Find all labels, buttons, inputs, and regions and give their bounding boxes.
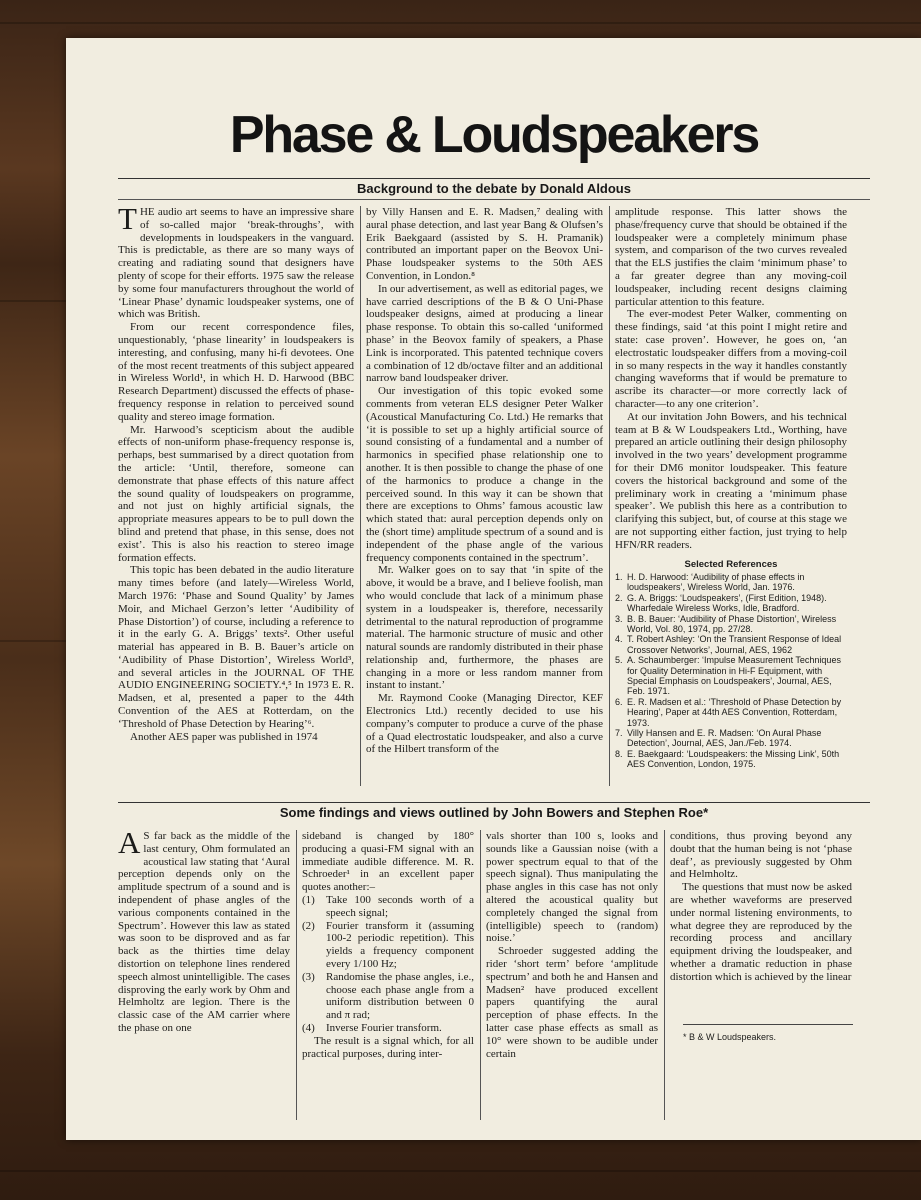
paragraph: vals shorter than 100 s, looks and sounds like a Gaussian noise (with a power spectrum equal to that of the speech signal). Thus manipulating the phase angles in this case has not only altered the acoustical quality but completely changed the signal from (intelligible) speech to (random) noise.’ xyxy=(486,830,658,945)
list-item xyxy=(302,894,474,920)
references-heading: Selected References xyxy=(684,558,778,570)
paragraph: by Villy Hansen and E. R. Madsen,⁷ dealing with aural phase detection, and last year Bang & Olufsen’s Erik Baekgaard (assisted by S. H. Pramanik) contributed an important paper on the Beovox Uni-Phase loudspeaker systems to the 50th AES Convention, in London.⁸ xyxy=(366,206,603,282)
wood-grain xyxy=(0,22,921,24)
column-rule xyxy=(360,206,361,786)
article-byline-bowers-roe: Some findings and views outlined by John Bowers and Stephen Roe* xyxy=(118,802,870,823)
reference-item xyxy=(615,593,847,614)
ref-text: A. Schaumberger: ‘Impulse Measurement Techniques for Quality Determination in Hi-F Equipment, with Special Emphasis on Loudspeakers’, Journal, AES, Feb. 1971. xyxy=(627,655,841,697)
dropcap: A xyxy=(118,830,141,860)
ref-text: G. A. Briggs: ‘Loudspeakers’, (First Edition, 1948). Wharfedale Wireless Works, Idle, Bradford. xyxy=(627,592,827,614)
magazine-page xyxy=(66,38,921,1140)
reference-item xyxy=(615,634,847,655)
paragraph xyxy=(118,206,354,321)
paragraph: Schroeder suggested adding the rider ‘short term’ before ‘amplitude spectrum’ and both he and Hansen and Madsen² have produced excellent papers quantifying the aural perception of phase effects. In the latter case phase effects as small as 10° were shown to be audible under certain xyxy=(486,945,658,1060)
reference-item xyxy=(615,728,847,749)
list-text: Inverse Fourier transform. xyxy=(326,1021,442,1034)
bottom-column-1 xyxy=(118,830,290,1120)
reference-item xyxy=(615,749,847,770)
ref-number: 3. xyxy=(615,613,623,624)
ref-text: E. R. Madsen et al.: ‘Threshold of Phase Detection by Hearing’, Paper at 44th AES Convention, Rotterdam, 1973. xyxy=(627,696,842,728)
reference-item xyxy=(615,614,847,635)
article-byline-aldous: Background to the debate by Donald Aldous xyxy=(118,178,870,200)
paragraph: conditions, thus proving beyond any doubt that the human being is not ‘phase deaf’, as previously suggested by Ohm and Helmholtz. xyxy=(670,830,852,881)
paragraph: In our advertisement, as well as editorial pages, we have carried descriptions of the B & O Uni-Phase loudspeaker designs, aimed at producing a linear phase response. To obtain this so-called ‘uniformed phase’ in the Beovox family of speakers, a Phase Link is incorporated. This patented technique covers a combination of 12 db/octave filter and an additional narrow band loudspeaker driver. xyxy=(366,282,603,385)
top-column-3 xyxy=(615,206,847,786)
paragraph: Mr. Raymond Cooke (Managing Director, KEF Electronics Ltd.) recently decided to use his company’s computer to produce a curve of the phase of a Quad electrostatic loudspeaker, and also a curve of the Hilbert transform of the xyxy=(366,692,603,756)
article-title: Phase & Loudspeakers xyxy=(229,106,759,164)
column-rule xyxy=(296,830,297,1120)
bottom-column-3 xyxy=(486,830,658,1120)
ref-text: H. D. Harwood: ‘Audibility of phase effects in loudspeakers’, Wireless World, Jan. 1976. xyxy=(627,571,805,593)
paragraph: Mr. Walker goes on to say that ‘in spite of the above, it would be a brave, and I believe foolish, man who would conclude that lack of a minimum phase system in a loudspeaker is, therefore, necessarily detrimental to the natural reproduction of programme material. The harmonic structure of music and other natural sounds are randomly distributed in their phase relationship and, furthermore, the phases are changing in a more or less random manner from instant to instant.’ xyxy=(366,564,603,692)
footnote-rule xyxy=(683,1024,853,1025)
footnote: * B & W Loudspeakers. xyxy=(683,1032,777,1042)
list-number: (3) xyxy=(302,970,315,983)
bottom-column-2 xyxy=(302,830,474,1120)
paragraph: The ever-modest Peter Walker, commenting on these findings, said ‘at this point I might retire and state: case proven’. However, he goes on, ‘an electrostatic loudspeaker differs from a moving-coil in so many respects in the way it handles constantly changing waveforms that if would be premature to ascribe its character—or more correctly lack of character—to any one criterion’. xyxy=(615,308,847,410)
reference-item xyxy=(615,655,847,697)
ref-number: 4. xyxy=(615,634,623,645)
paragraph: amplitude response. This latter shows the phase/frequency curve that should be obtained if the loudspeaker were a completely minimum phase system, and comparison of the two curves revealed that the ELS justifies the claim ‘minimum phase’ to a far greater degree than any moving-coil loudspeaker, including recent designs claiming particular attention to this feature. xyxy=(615,206,847,308)
ref-number: 8. xyxy=(615,748,623,759)
ref-text: T. Robert Ashley: ‘On the Transient Response of Ideal Crossover Networks’, Journal, AES, 1962 xyxy=(627,634,842,655)
ref-text: E. Baekgaard: ‘Loudspeakers: the Missing Link’, 50th AES Convention, London, 1975. xyxy=(627,748,840,770)
paragraph: sideband is changed by 180° producing a quasi-FM signal with an immediate audible difference. M. R. Schroeder¹ in an excellent paper quotes another:– xyxy=(302,830,474,894)
paragraph: From our recent correspondence files, unquestionably, ‘phase linearity’ in loudspeakers is interesting, and confusing, many hi-fi devotees. One of the most recent treatments of this subject appeared in Wireless World¹, in which H. D. Harwood (BBC Research Department) discussed the effects of phase-frequency response in relation to perceived sound quality and stereo image formation. xyxy=(118,321,354,423)
ref-number: 1. xyxy=(615,571,623,582)
list-number: (2) xyxy=(302,919,315,932)
list-text: Fourier transform it (assuming 100-2 periodic repetition). This yields a frequency component every 1/100 Hz; xyxy=(326,919,474,970)
list-item xyxy=(302,1022,474,1035)
list-text: Randomise the phase angles, i.e., choose each phase angle from a uniform distribution between 0 and π rad; xyxy=(326,970,474,1022)
paragraph: The questions that must now be asked are whether waveforms are preserved under normal listening environments, to what degree they are reproduced by the recording process and ancillary equipment driving the loudspeaker, and whether a dramatic reduction in phase distortion which is achieved by the linear xyxy=(670,881,852,983)
reference-item xyxy=(615,697,847,728)
paragraph: Another AES paper was published in 1974 xyxy=(130,730,318,743)
wood-grain xyxy=(0,1170,921,1172)
paragraph: This topic has been debated in the audio literature many times before (and lately—Wireless World, March 1976: ‘Phase and Sound Quality’ by James Moir, and Michael Gerzon’s letter ‘Audibility of Phase Distortion’) of course, including a reference to it in the early G. A. Briggs’ texts². Other useful material has appeared in B. B. Bauer’s article on ‘Audibility of Phase Distortion’, Wireless World³, and several articles in the JOURNAL OF THE AUDIO ENGINEERING SOCIETY.⁴,⁵ In 1973 E. R. Madsen, et al, presented a paper to the 44th Convention of the AES at Rotterdam, on the ‘Threshold of Phase Detection by Hearing’⁶. xyxy=(118,564,354,730)
list-number: (1) xyxy=(302,893,315,906)
paragraph-text: S far back as the middle of the last century, Ohm formulated an acoustical law stating that ‘Aural perception depends only on the amplitude spectrum of a sound and is independent of phase angles of the various components contained in the Spectrum’. However this law as stated was soon to be disproved and as far back as the thirties time delay distortion on telephone lines rendered speech almost unintelligible. The cases disproving the early work by Ohm and Helmholtz are legion. There is the classic case of the AM carrier where the phase on one xyxy=(118,830,290,1034)
ref-text: Villy Hansen and E. R. Madsen: ‘On Aural Phase Detection’, Journal, AES, Jan./Feb. 1974. xyxy=(627,728,822,749)
column-rule xyxy=(609,206,610,786)
ref-number: 7. xyxy=(615,728,623,739)
list-item xyxy=(302,920,474,971)
ref-number: 5. xyxy=(615,655,623,666)
ref-number: 2. xyxy=(615,592,623,603)
column-rule xyxy=(664,830,665,1120)
list-text: Take 100 seconds worth of a speech signal; xyxy=(326,893,474,919)
list-number: (4) xyxy=(302,1021,315,1034)
column-rule xyxy=(480,830,481,1120)
paragraph: Our investigation of this topic evoked some comments from veteran ELS designer Peter Walker (Acoustical Manufacturing Co. Ltd.) He remarks that ‘it is possible to set up a highly artificial source of sound consisting of a fundamental and a number of harmonics in specified phase relationship one to another. It is then possible to change the phase of one of the harmonics to produce a change in the perceived sound. In this way it can be shown that there are exceptions to Ohms’ famous acoustic law which stated that: aural perception depends only on the (short time) amplitude spectrum of a sound and is independent of the phase angle of the various frequency components contained in the spectrum’. xyxy=(366,385,603,564)
top-column-1 xyxy=(118,206,354,766)
paragraph: The result is a signal which, for all practical purposes, during inter- xyxy=(302,1034,474,1060)
reference-item xyxy=(615,572,847,593)
paragraph-text: HE audio art seems to have an impressive share of so-called major ‘break-throughs’, with developments in loudspeakers in the vanguard. This is predictable, as there are so many ways of creating and radiating sound that designers have plenty of scope for their efforts. 1975 saw the release by some four manufacturers throughout the world of ‘Linear Phase’ dynamic loudspeaker systems, one of which was British. xyxy=(118,206,354,321)
paragraph: At our invitation John Bowers, and his technical team at B & W Loudspeakers Ltd., Worthing, have prepared an article outlining their design philosophy involved in the two years’ development programme for their DM6 monitor loudspeaker. This feature covers the historical background and some of the preliminary work in creating a ‘minimum phase speaker’. We publish this here as a contribution to clarifying this subject, but, of course at this stage we are not supporting either faction, just trying to help HFN/RR readers. xyxy=(615,410,847,551)
ref-text: B. B. Bauer: ‘Audibility of Phase Distortion’, Wireless World, Vol. 80, 1974, pp. 27/28. xyxy=(627,613,837,634)
dropcap: T xyxy=(118,206,137,236)
ref-number: 6. xyxy=(615,696,623,707)
bottom-column-4 xyxy=(670,830,852,1010)
paragraph: Mr. Harwood’s scepticism about the audible effects of non-uniform phase-frequency response is, perhaps, best summarised by a direct quotation from the article: ‘Until, therefore, someone can demonstrate that phase effects of this nature affect the sound quality of loudspeakers on programme, and not just on highly artificial signals, the appropriate measures appears to be to pull down the blind and pretend that phase, in this sense, does not exist’. This is also his reaction to stereo image formation effects. xyxy=(118,423,354,564)
list-item xyxy=(302,971,474,1022)
references-list xyxy=(615,560,847,770)
paragraph xyxy=(118,830,290,1035)
top-column-2 xyxy=(366,206,603,786)
